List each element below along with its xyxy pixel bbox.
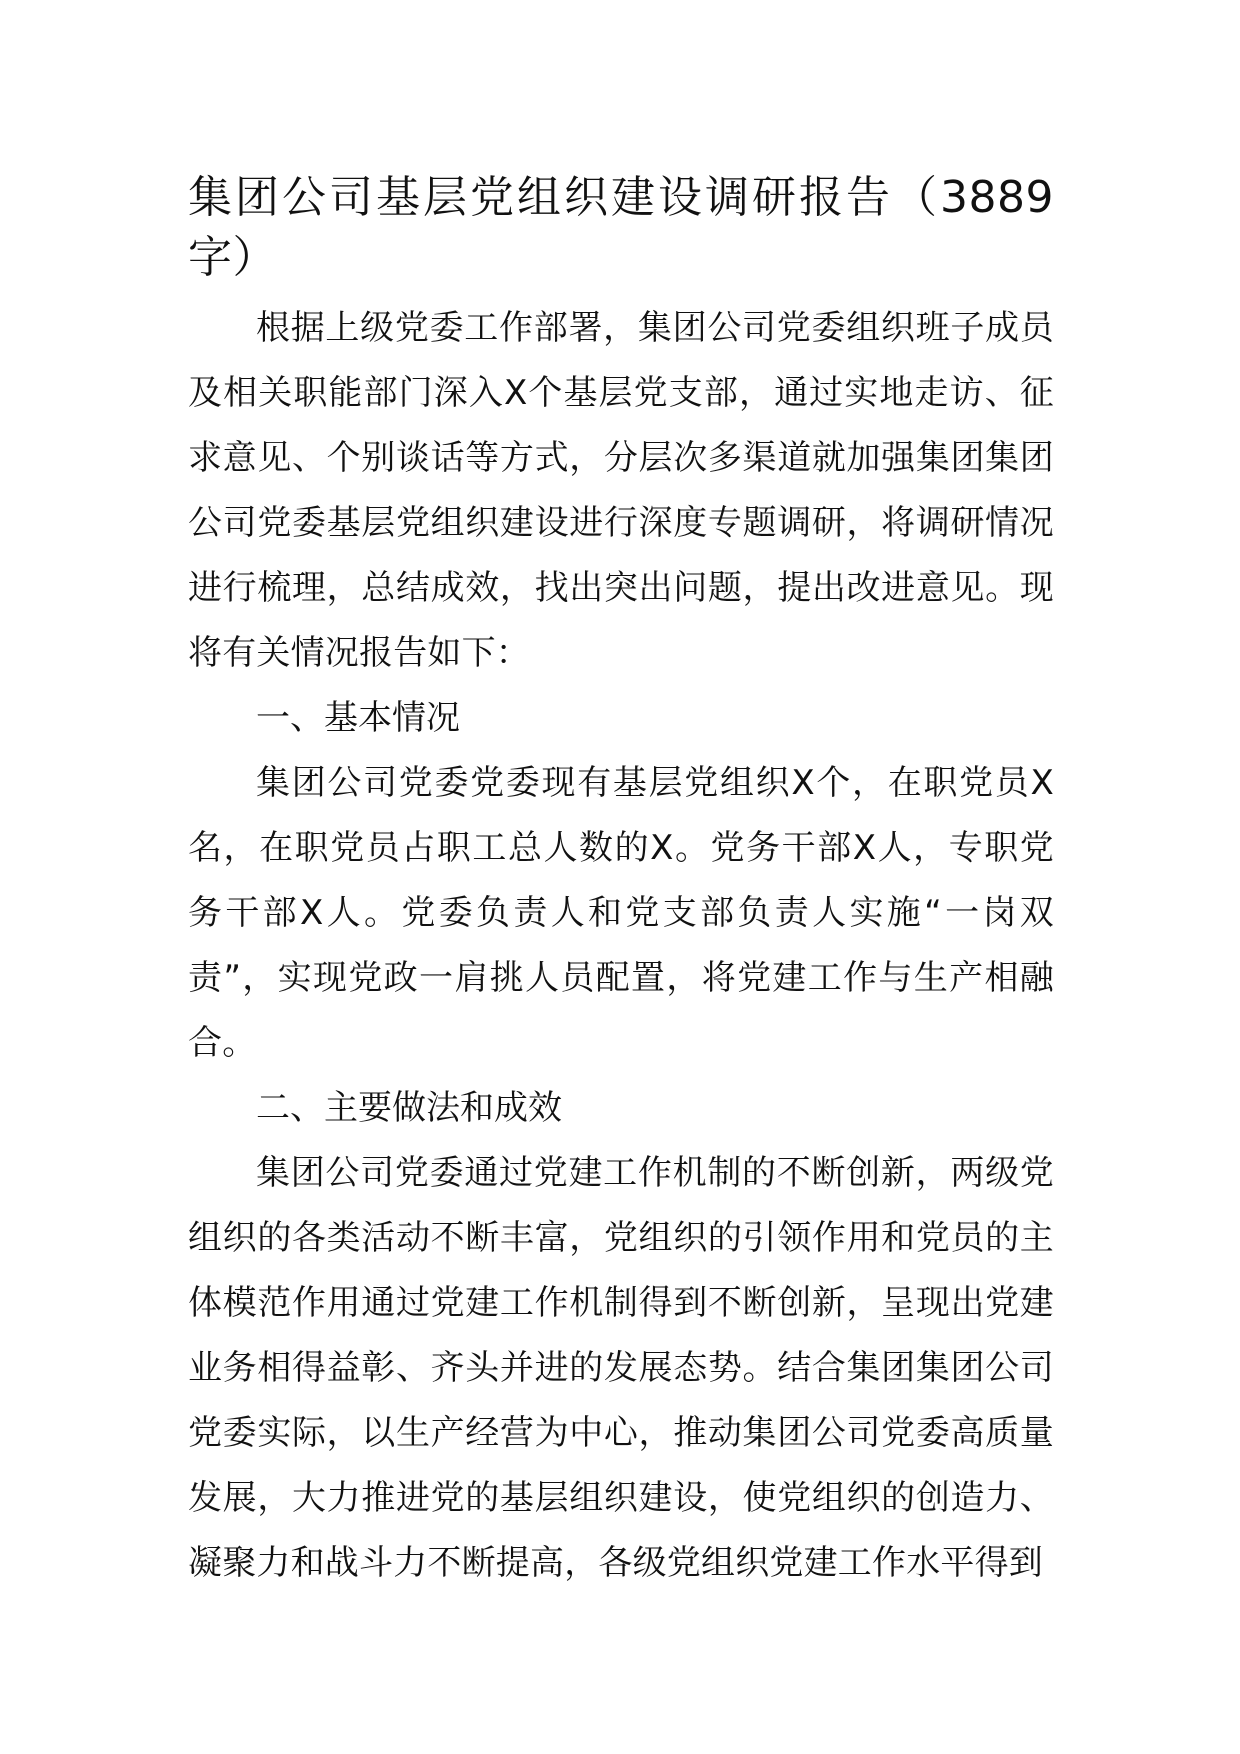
- section-heading-main-practices: 二、主要做法和成效: [256, 1088, 562, 1128]
- section-basic-situation-paragraph: 集团公司党委党委现有基层党组织X个，在职党员X名，在职党员占职工总人数的X。党务干部X人，专职党务干部X人。党委负责人和党支部负责人实施“一岗双责”，实现党政一肩挑人员配置，将党建工作与生产相融合。: [188, 763, 1054, 1063]
- intro-paragraph: 根据上级党委工作部署，集团公司党委组织班子成员及相关职能部门深入X个基层党支部，通过实地走访、征求意见、个别谈话等方式，分层次多渠道就加强集团集团公司党委基层党组织建设进行深度专题调研，将调研情况进行梳理，总结成效，找出突出问题，提出改进意见。现将有关情况报告如下：: [188, 308, 1054, 673]
- document-title: 集团公司基层党组织建设调研报告（3889字）: [188, 172, 1054, 283]
- section-main-practices-paragraph: 集团公司党委通过党建工作机制的不断创新，两级党组织的各类活动不断丰富，党组织的引领作用和党员的主体模范作用通过党建工作机制得到不断创新，呈现出党建业务相得益彰、齐头并进的发展态势。结合集团集团公司党委实际，以生产经营为中心，推动集团公司党委高质量发展，大力推进党的基层组织建设，使党组织的创造力、凝聚力和战斗力不断提高，各级党组织党建工作水平得到: [188, 1153, 1054, 1583]
- document-content: [188, 168, 1054, 1596]
- section-heading-basic-situation: 一、基本情况: [256, 698, 460, 738]
